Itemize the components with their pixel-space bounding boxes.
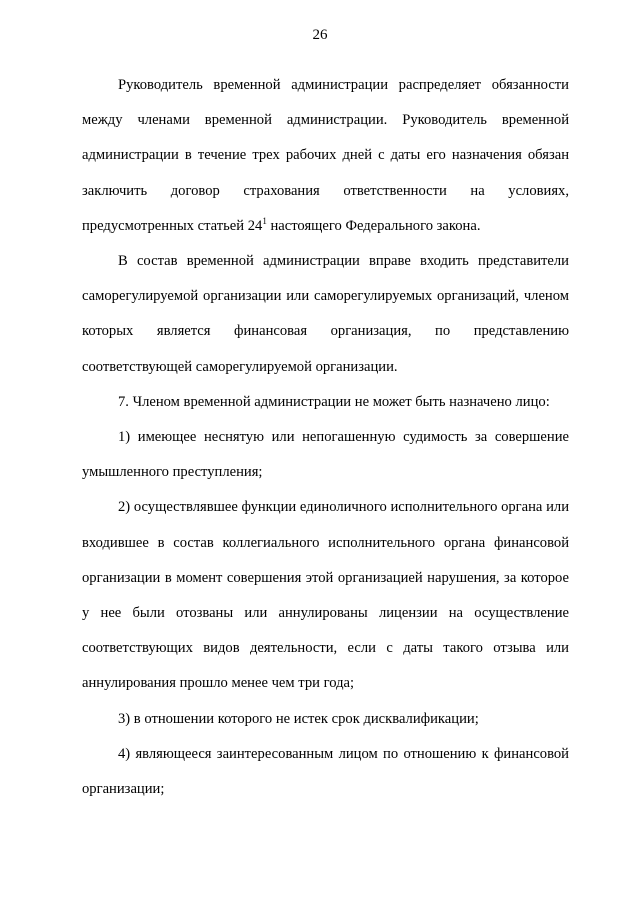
page-number: 26 — [312, 27, 328, 43]
article-superscript: 1 — [262, 215, 267, 226]
paragraph-subitem-1: 1) имеющее неснятую или непогашенную судимость за совершение умышленного преступления; — [82, 429, 569, 481]
paragraph-subitem-4: 4) являющееся заинтересованным лицом по отношению к финансовой организации; — [82, 745, 569, 798]
paragraph-sro-representatives: В состав временной администрации вправе входить представители саморегулируемой организации или саморегулируемых организаций, членом которых является финансовая организация, по представлению соответствующей саморегулируемой организации. — [82, 253, 569, 375]
paragraph-text: Руководитель временной администрации распределяет обязанности между членами временной администрации. Руководитель временной администрации в течение трех рабочих дней с даты его назначения обязан заключить договор страхования ответственности на условиях, предусмотренных статьей 24 — [82, 77, 569, 234]
paragraph-administration-duties — [82, 68, 569, 244]
paragraph-subitem-3: 3) в отношении которого не истек срок дисквалификации; — [118, 710, 479, 727]
document-body — [82, 68, 569, 807]
paragraph-tail: настоящего Федерального закона. — [266, 217, 481, 234]
paragraph-item-7: 7. Членом временной администрации не может быть назначено лицо: — [118, 393, 550, 410]
paragraph-subitem-2: 2) осуществлявшее функции единоличного исполнительного органа или входившее в состав коллегиального исполнительного органа финансовой организации в момент совершения этой организацией нарушения, за которое у нее были отозваны или аннулированы лицензии на осуществление соответствующих видов деятельности, если с даты такого отзыва или аннулирования прошло менее чем три года; — [82, 499, 569, 692]
